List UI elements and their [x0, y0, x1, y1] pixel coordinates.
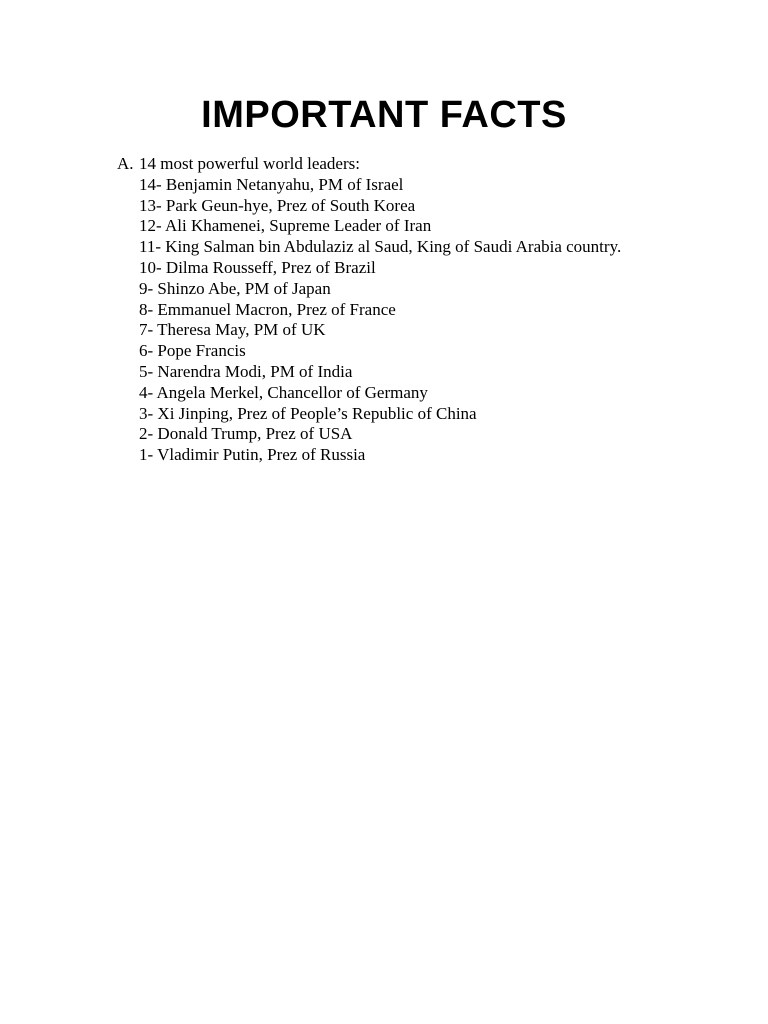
- list-item: 14- Benjamin Netanyahu, PM of Israel: [139, 174, 404, 194]
- list-item: 10- Dilma Rousseff, Prez of Brazil: [139, 257, 376, 277]
- list-item: 7- Theresa May, PM of UK: [139, 320, 326, 340]
- list-item: 9- Shinzo Abe, PM of Japan: [139, 278, 331, 298]
- list-item: 2- Donald Trump, Prez of USA: [139, 424, 353, 444]
- list-item: 11- King Salman bin Abdulaziz al Saud, King of Saudi Arabia country.: [139, 237, 622, 257]
- list-item: 3- Xi Jinping, Prez of People’s Republic of China: [139, 403, 477, 423]
- list-item: 6- Pope Francis: [139, 341, 246, 361]
- page-title: IMPORTANT FACTS: [201, 94, 567, 136]
- list-item: 12- Ali Khamenei, Supreme Leader of Iran: [139, 216, 432, 236]
- list-item: 5- Narendra Modi, PM of India: [139, 361, 353, 381]
- leaders-section: [117, 154, 737, 466]
- list-item: 4- Angela Merkel, Chancellor of Germany: [139, 382, 428, 402]
- list-item: 1- Vladimir Putin, Prez of Russia: [139, 445, 366, 465]
- list-item: 13- Park Geun-hye, Prez of South Korea: [139, 195, 416, 215]
- section-heading: [117, 154, 737, 175]
- leaders-list: [117, 175, 737, 466]
- section-marker: A.: [117, 154, 134, 173]
- section-heading-text: 14 most powerful world leaders:: [139, 154, 360, 173]
- list-item: 8- Emmanuel Macron, Prez of France: [139, 299, 396, 319]
